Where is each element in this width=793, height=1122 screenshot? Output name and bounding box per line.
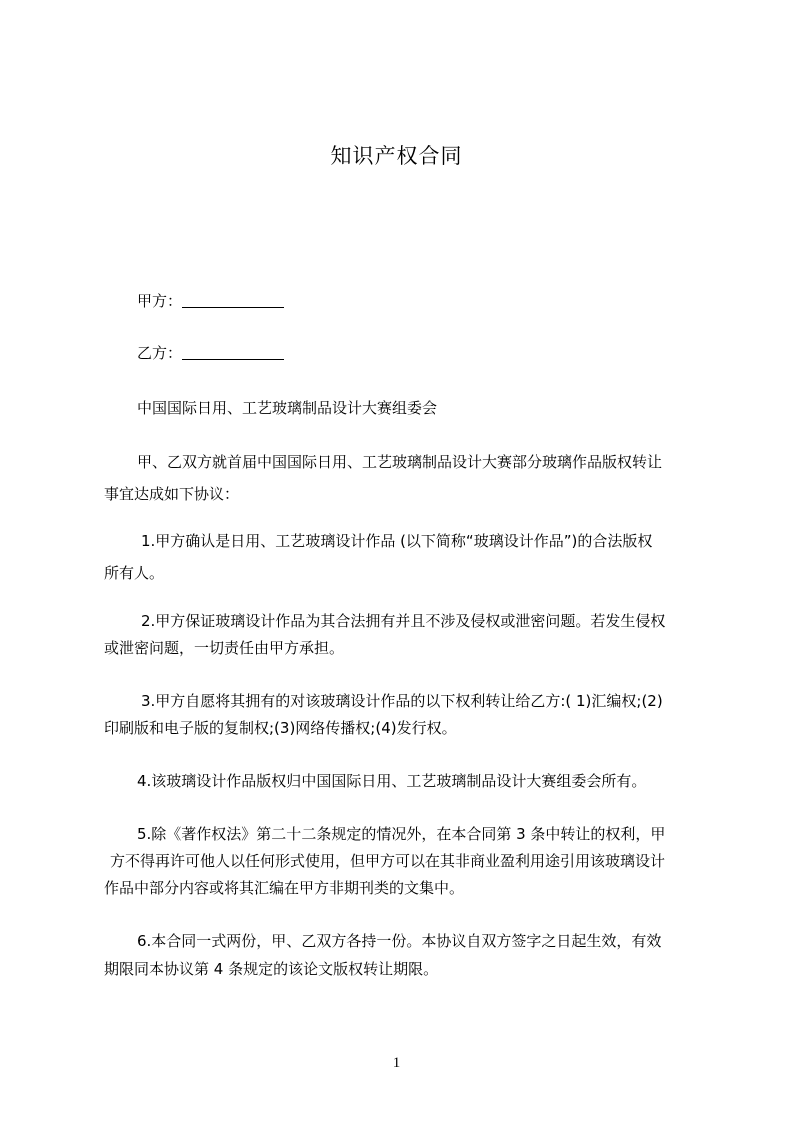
clause-4-text-1: 4.该玻璃设计作品版权归中国国际日用、工艺玻璃制品设计大赛组委会所有。 bbox=[137, 772, 647, 790]
clause-1-line-1 bbox=[104, 525, 704, 557]
intro-text-1: 甲、乙双方就首届中国国际日用、工艺玻璃制品设计大赛部分玻璃作品版权转让 bbox=[137, 453, 663, 471]
organizer-line: 中国国际日用、工艺玻璃制品设计大赛组委会 bbox=[137, 399, 438, 417]
clause-3-line-2: 印刷版和电子版的复制权;(3)网络传播权;(4)发行权。 bbox=[104, 719, 457, 737]
clause-1-text-1: 1.甲方确认是日用、工艺玻璃设计作品 (以下简称“玻璃设计作品”)的合法版权 bbox=[141, 532, 653, 550]
clause-5-line-2: 方不得再许可他人以任何形式使用，但甲方可以在其非商业盈利用途引用该玻璃设计 bbox=[110, 852, 666, 870]
clause-3-text-1: 3.甲方自愿将其拥有的对该玻璃设计作品的以下权利转让给乙方:( 1)汇编权;(2) bbox=[141, 692, 663, 710]
party-b-line bbox=[137, 337, 737, 369]
party-b-label: 乙方： bbox=[137, 344, 183, 362]
clause-6-line-2: 期限同本协议第 4 条规定的该论文版权转让期限。 bbox=[104, 960, 439, 978]
intro-line-2: 事宜达成如下协议： bbox=[104, 485, 240, 503]
party-a-label: 甲方： bbox=[137, 292, 183, 310]
party-a-blank bbox=[182, 292, 284, 308]
clause-6-text-1: 6.本合同一式两份，甲、乙双方各持一份。本协议自双方签字之日起生效，有效 bbox=[137, 932, 662, 950]
document-title: 知识产权合同 bbox=[330, 144, 463, 168]
intro-line-1 bbox=[104, 446, 704, 478]
clause-4-line-1 bbox=[104, 765, 704, 797]
clause-2-line-2: 或泄密问题，一切责任由甲方承担。 bbox=[104, 639, 345, 657]
party-a-line bbox=[137, 285, 737, 317]
clause-2-text-1: 2.甲方保证玻璃设计作品为其合法拥有并且不涉及侵权或泄密问题。若发生侵权 bbox=[141, 612, 666, 630]
clause-1-line-2: 所有人。 bbox=[104, 564, 165, 582]
party-b-blank bbox=[182, 344, 284, 360]
page-number: 1 bbox=[392, 1055, 401, 1071]
clause-5-text-1: 5.除《著作权法》第二十二条规定的情况外，在本合同第 3 条中转让的权利，甲 bbox=[137, 825, 666, 843]
clause-5-line-3: 作品中部分内容或将其汇编在甲方非期刊类的文集中。 bbox=[104, 879, 465, 897]
